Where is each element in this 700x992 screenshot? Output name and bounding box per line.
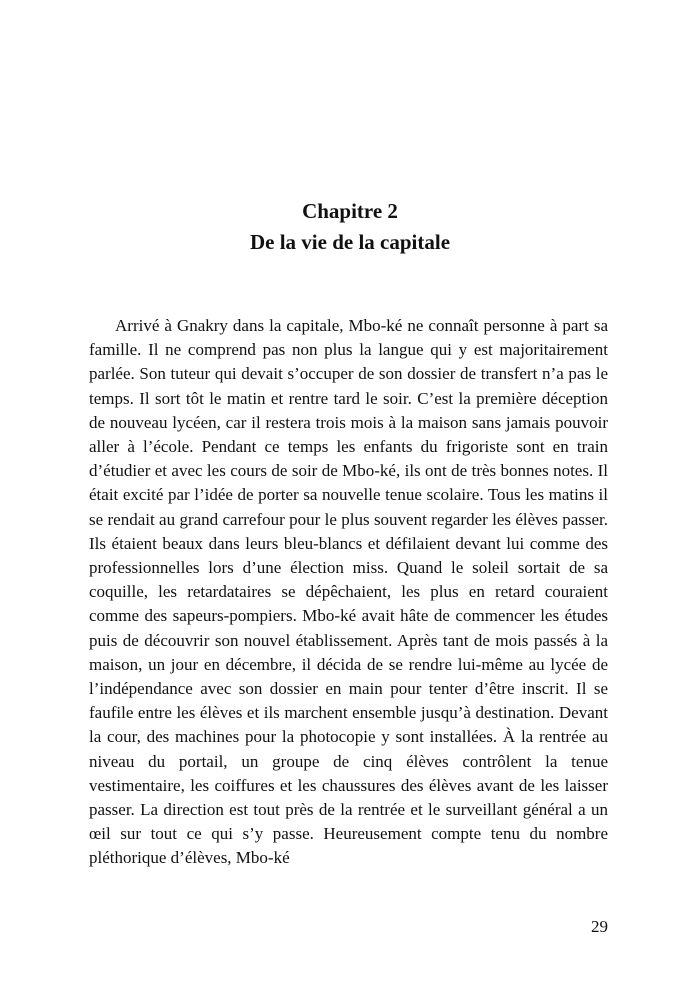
body-paragraph: Arrivé à Gnakry dans la capitale, Mbo-ké ne connaît personne à part sa famille. Il ne comprend pas non plus la langue qui y est majoritairement parlée. Son tuteur qui devait s’occuper de son dossier de transfert n’a pas le temps. Il sort tôt le matin et rentre tard le soir. C’est la première déception de nouveau lycéen, car il restera trois mois à la maison sans jamais pouvoir aller à l’école. Pendant ce temps les enfants du frigoriste sont en train d’étudier et avec les cours de soir de Mbo-ké, ils ont de très bonnes notes. Il était excité par l’idée de porter sa nouvelle tenue scolaire. Tous les matins il se rendait au grand carrefour pour le plus souvent regarder les élèves passer. Ils étaient beaux dans leurs bleu-blancs et défilaient devant lui comme des professionnelles lors d’une élection miss. Quand le soleil sortait de sa coquille, les retardataires se dépêchaient, les plus en retard couraient comme des sapeurs-pompiers. Mbo-ké avait hâte de commencer les études puis de découvrir son nouvel établissement. Après tant de mois passés à la maison, un jour en décembre, il décida de se rendre lui-même au lycée de l’indépendance avec son dossier en main pour tenter d’être inscrit. Il se faufile entre les élèves et ils marchent ensemble jusqu’à destination. Devant la cour, des machines pour la photocopie y sont installées. À la rentrée au niveau du portail, un groupe de cinq élèves contrôlent la tenue vestimentaire, les coiffures et les chaussures des élèves avant de les laisser passer. La direction est tout près de la rentrée et le surveillant général a un œil sur tout ce qui s’y passe. Heureusement compte tenu du nombre pléthorique d’élèves, Mbo-ké: [89, 316, 608, 868]
chapter-title: De la vie de la capitale: [249, 230, 451, 254]
chapter-number: Chapitre 2: [302, 199, 398, 223]
page-number: 29: [591, 917, 608, 936]
chapter-heading: [0, 196, 700, 258]
body-text: [89, 314, 608, 871]
